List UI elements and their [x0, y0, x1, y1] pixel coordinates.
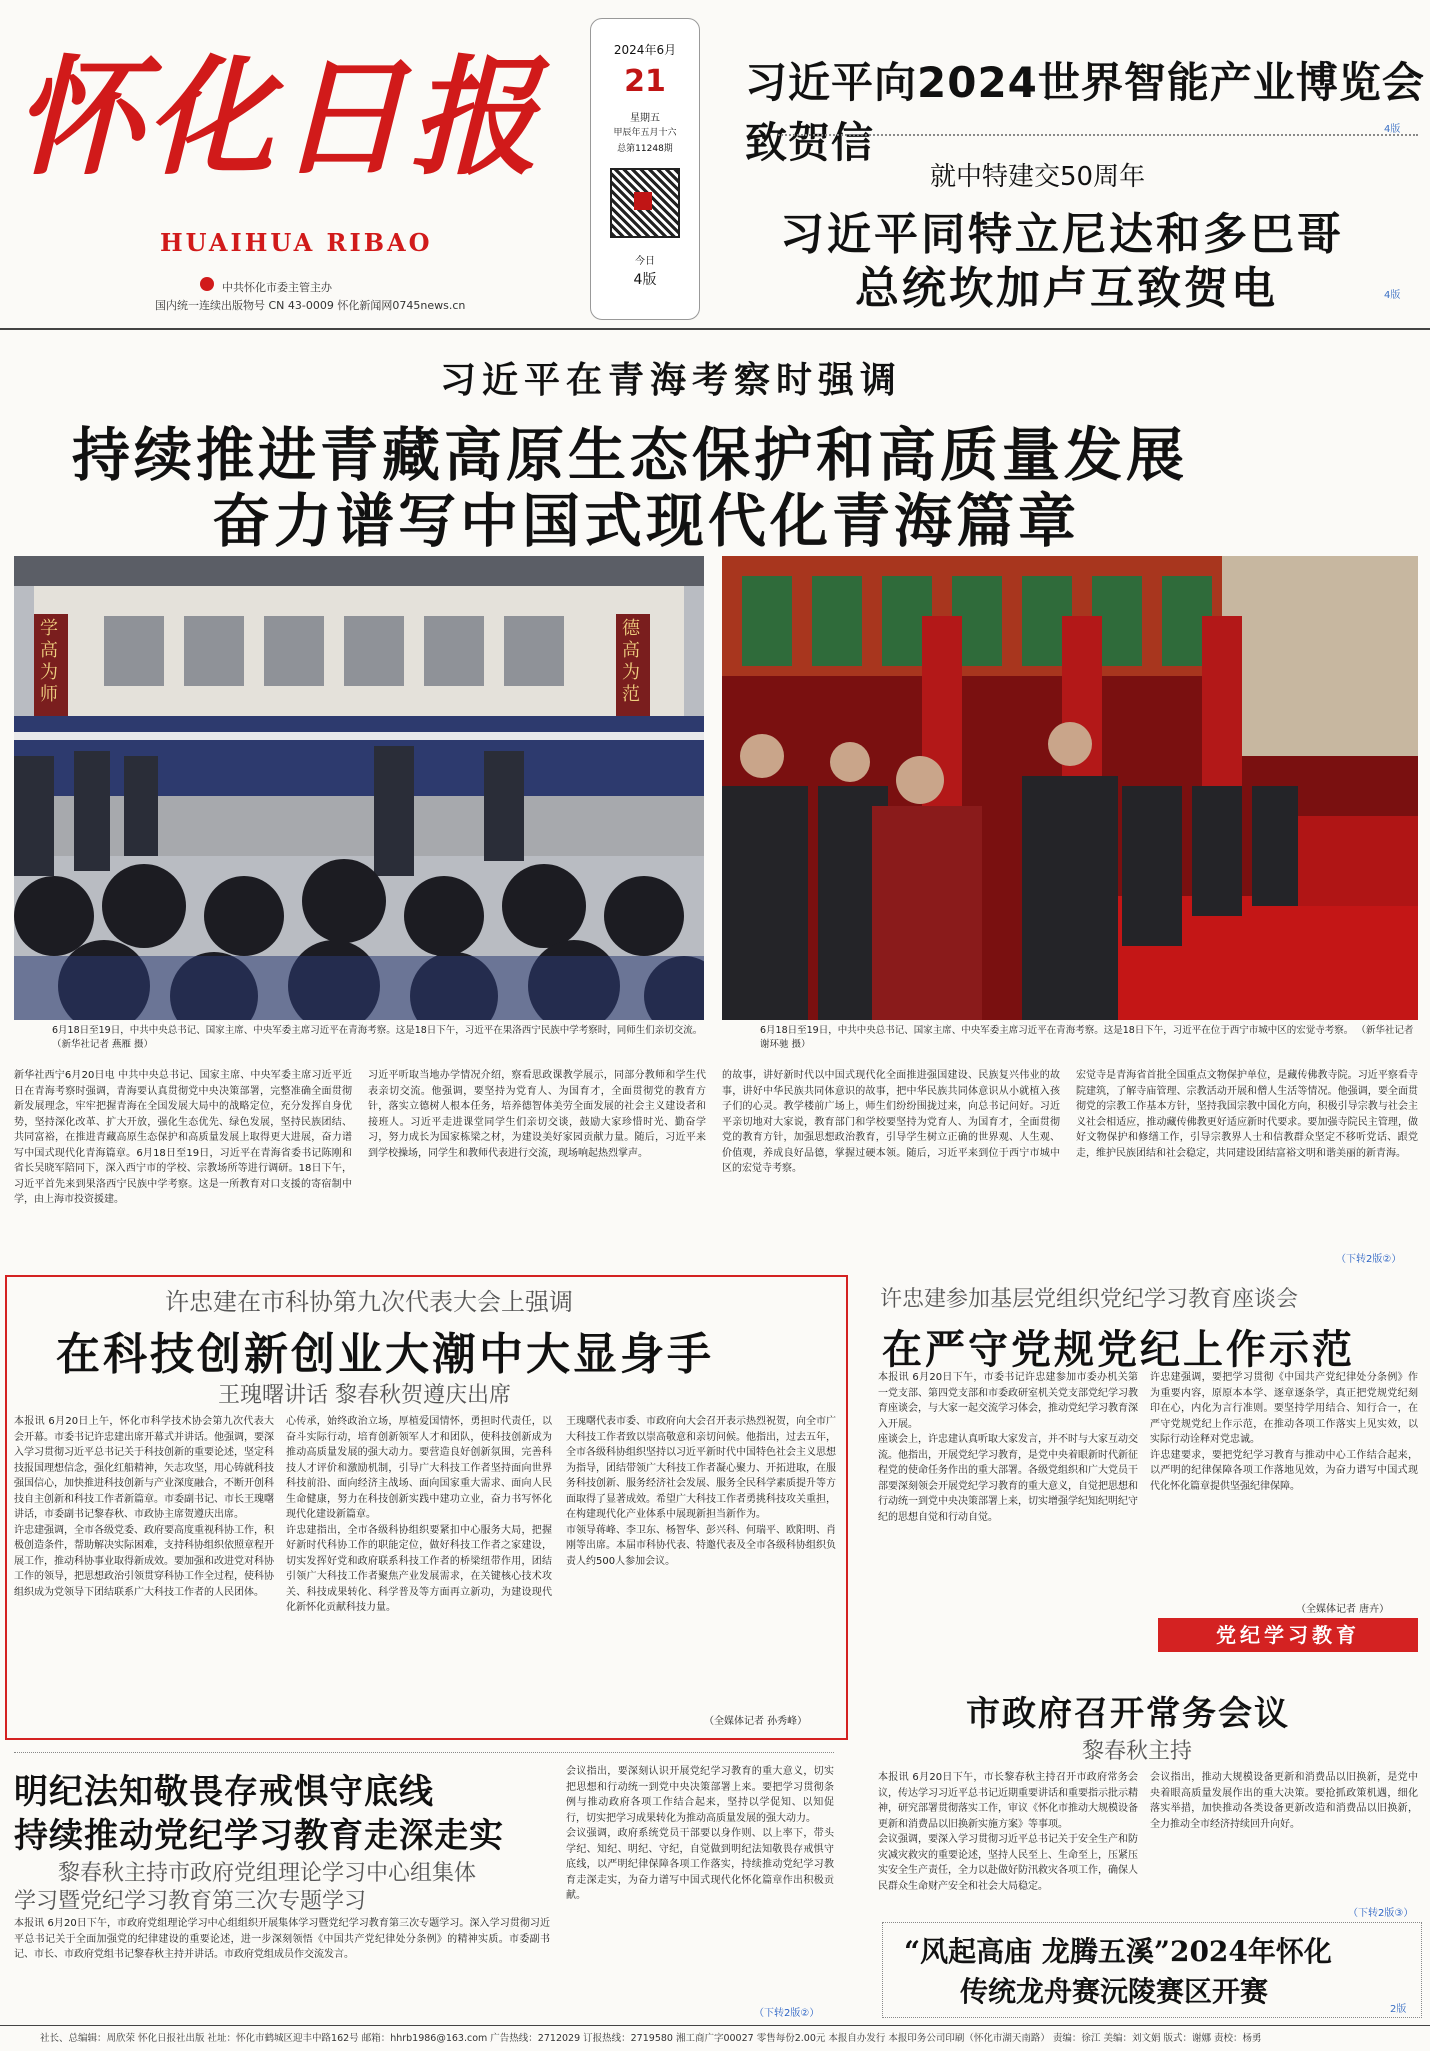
study-subhead-line1: 黎春秋主持市政府党组理论学习中心组集体 [58, 1861, 477, 1886]
discipline-headline[interactable]: 在严守党规党纪上作示范 [882, 1327, 1355, 1373]
school-photo-image [14, 556, 704, 1020]
second-story-headline-line2[interactable]: 总统坎加卢互致贺电 [855, 263, 1278, 314]
lead-headline-line2[interactable]: 奋力谱写中国式现代化青海篇章 [212, 487, 1081, 555]
discipline-para-4: 许忠建要求，要把党纪学习教育与推动中心工作结合起来，以严明的纪律保障各项工作落地见效，为奋力谱写中国式现代化怀化篇章提供坚强纪律保障。 [1150, 1449, 1418, 1492]
science-para-4: 许忠建强调，全市各级党委、政府要高度重视科协工作，积极创造条件，帮助解决实际困难，支持科协组织依照章程开展工作，推动科协事业取得新成效。要加强和改进党对科协工作的领导，把思想政治引领贯穿科协工作全过程，使科协组织成为党领导下团结联系广大科技工作者的人民团体。 [14, 1524, 274, 1598]
caption-left-credit: （新华社记者 燕雁 摄） [52, 1039, 154, 1050]
gov-headline[interactable]: 市政府召开常务会议 [966, 1694, 1290, 1734]
top-story-page-ref[interactable]: 4版 [1384, 124, 1401, 135]
science-para-6: 市领导蒋峰、李卫东、杨智华、彭兴科、何瑞平、欧阳明、肖刚等出席。本届市科协代表、特邀代表及全市各级科协组织负责人约500人参加会议。 [566, 1524, 836, 1567]
photo-sign-right: 德高为范 [622, 618, 640, 705]
masthead-sponsor: 中共怀化市委主管主办 [222, 281, 332, 294]
date-box [590, 18, 700, 320]
study-para-2: 会议指出，要深刻认识开展党纪学习教育的重大意义，切实把思想和行动统一到党中央决策部署上来。要把学习贯彻条例与推动政府各项工作结合起来，坚持以学促知、以知促行，切实把学习成果转化为推动高质量发展的强大动力。 [566, 1766, 834, 1824]
lead-caption-left [52, 1024, 704, 1052]
divider [14, 1752, 834, 1753]
lead-photo-school[interactable] [14, 556, 704, 1020]
discipline-para-1: 本报讯 6月20日下午，市委书记许忠建参加市委办机关第一党支部、第四党支部和市委政研室机关党支部党纪学习教育座谈会，与大家一起交流学习体会，推动党纪学习教育深入开展。 [878, 1372, 1138, 1430]
science-subhead: 王瑰曙讲话 黎春秋贺遵庆出席 [218, 1383, 511, 1408]
discipline-kicker: 许忠建参加基层党组织党纪学习教育座谈会 [880, 1287, 1299, 1312]
second-story-headline-line1[interactable]: 习近平同特立尼达和多巴哥 [780, 209, 1344, 260]
lead-jump-link[interactable]: （下转2版②） [1336, 1254, 1402, 1265]
discipline-body-col1 [878, 1370, 1138, 1664]
study-para-3: 会议强调，政府系统党员干部要以身作则、以上率下，带头学纪、知纪、明纪、守纪，自觉做到明纪法知敬畏存戒惧守底线，以严明纪律保障各项工作落实，持续推动党纪学习教育走深走实，为奋力谱写中国式现代化怀化篇章作出积极贡献。 [566, 1828, 834, 1901]
science-para-5: 王瑰曙代表市委、市政府向大会召开表示热烈祝贺，向全市广大科技工作者致以崇高敬意和亲切问候。他指出，过去五年，全市各级科协组织坚持以习近平新时代中国特色社会主义思想为指导，团结带领广大科技工作者凝心聚力、开拓进取，在服务科技创新、服务经济社会发展、服务全民科学素质提升等方面取得了显著成效。希望广大科技工作者勇挑科技攻关重担，在构建现代化产业体系中展现新担当新作为。 [566, 1416, 836, 1520]
issue-lunar-date: 甲辰年五月十六 [613, 128, 677, 138]
caption-left-text: 6月18日至19日，中共中央总书记、国家主席、中央军委主席习近平在青海考察。这是18日下午，习近平在果洛西宁民族中学考察时，同师生们亲切交流。 [52, 1025, 703, 1036]
gov-jump-link[interactable]: （下转2版③） [1348, 1908, 1414, 1919]
gov-para-2: 会议强调，要深入学习贯彻习近平总书记关于安全生产和防灾减灾救灾的重要论述，坚持人民至上、生命至上，压紧压实安全生产责任，全力以赴做好防汛救灾各项工作，确保人民群众生命财产安全和社会大局稳定。 [878, 1834, 1138, 1892]
study-body-col1: 本报讯 6月20日下午，市政府党组理论学习中心组组织开展集体学习暨党纪学习教育第三次专题学习。深入学习贯彻习近平总书记关于全面加强党的纪律建设的重要论述，进一步深刻领悟《中国共产党纪律处分条例》的精神实质。市委副书记、市长、市政府党组书记黎春秋主持并讲话。市政府党组成员作交流发言。 [14, 1918, 550, 1960]
masthead-rule [0, 328, 1430, 330]
science-para-3: 许忠建指出，全市各级科协组织要紧扣中心服务大局，把握好新时代科协工作的职能定位，做好科技工作者之家建设，切实发挥好党和政府联系科技工作者的桥梁纽带作用，团结引领广大科技工作者聚焦产业发展需求，在关键核心技术攻关、科技成果转化、科学普及等方面再立新功，为建设现代化新怀化贡献科技力量。 [286, 1524, 552, 1613]
issue-date: 2024年6月 [613, 43, 677, 57]
footer-rule [0, 2025, 1430, 2026]
caption-right-credit: （新华社记者 谢环驰 摄） [760, 1025, 1414, 1050]
issue-weekday: 星期五 [630, 113, 660, 124]
study-headline-line1[interactable]: 明纪法知敬畏存戒惧守底线 [14, 1772, 434, 1812]
science-body-col1 [14, 1414, 274, 1732]
science-body-col3 [566, 1414, 836, 1708]
science-headline[interactable]: 在科技创新创业大潮中大显身手 [56, 1329, 714, 1380]
study-jump-link[interactable]: （下转2版②） [754, 2008, 820, 2019]
pages-count: 4版 [633, 272, 657, 288]
lead-body-col1: 新华社西宁6月20日电 中共中央总书记、国家主席、中央军委主席习近平近日在青海考察时强调，青海要认真贯彻党中央决策部署，完整准确全面贯彻新发展理念，牢牢把握青海在全国发展大局中的战略定位，充分发挥自身优势，坚持深化改革、扩大开放，强化生态优先、绿色发展，坚持民族团结、共同富裕，在推进青藏高原生态保护和高质量发展上取得更大进展，奋力谱写中国式现代化青海篇章。6月18日至19日，习近平在青海省委书记陈刚和省长吴晓军陪同下，深入西宁市的学校、宗教场所等进行调研。18日下午，习近平首先来到果洛西宁民族中学考察。这是一所教育对口支援的寄宿制中学，由上海市投资援建。 [14, 1070, 352, 1205]
masthead-logo: 怀化日报 [14, 43, 543, 193]
top-story-headline[interactable]: 习近平向2024世界智能产业博览会致贺信 [745, 58, 1425, 167]
science-kicker: 许忠建在市科协第九次代表大会上强调 [165, 1288, 573, 1316]
second-story-page-ref[interactable]: 4版 [1384, 290, 1401, 301]
pages-label: 今日 [635, 256, 655, 267]
qr-code-icon[interactable] [610, 168, 680, 238]
masthead-publication-number: 国内统一连续出版物号 CN 43-0009 怀化新闻网0745news.cn [155, 299, 466, 312]
gov-body-col2: 会议指出，推动大规模设备更新和消费品以旧换新，是党中央着眼高质量发展作出的重大决策。要抢抓政策机遇，细化落实举措，加快推动各类设备更新改造和消费品以旧换新，全力推动全市经济持续回升向好。 [1150, 1772, 1418, 1830]
lead-headline-line1[interactable]: 持续推进青藏高原生态保护和高质量发展 [72, 421, 1189, 489]
gov-subhead: 黎春秋主持 [1082, 1739, 1193, 1764]
dragon-headline-line1[interactable]: “风起高庙 龙腾五溪”2024年怀化 [904, 1935, 1332, 1968]
gov-para-1: 本报讯 6月20日下午，市长黎春秋主持召开市政府常务会议，传达学习习近平总书记近期重要讲话和重要指示批示精神，研究部署贯彻落实工作，审议《怀化市推动大规模设备更新和消费品以旧换新实施方案》等事项。 [878, 1772, 1138, 1830]
second-story-kicker: 就中特建交50周年 [930, 162, 1146, 192]
dragon-headline-line2[interactable]: 传统龙舟赛沅陵赛区开赛 [960, 1975, 1269, 2008]
lead-body-col3: 的故事，讲好新时代以中国式现代化全面推进强国建设、民族复兴伟业的故事，讲好中华民族共同体意识的故事，把中华民族共同体意识从小就植入孩子们的心灵。教学楼前广场上，师生们纷纷围拢过来，向总书记问好。习近平亲切地对大家说，教育部门和学校要坚持为党育人、为国育才，全面贯彻党的教育方针，加强思想政治教育，引导学生树立正确的世界观、人生观、价值观，养成良好品德，掌握过硬本领。随后，习近平来到位于西宁市城中区的宏觉寺考察。 [722, 1070, 1060, 1174]
dragon-page-ref[interactable]: 2版 [1390, 2004, 1407, 2015]
science-para-2: 心传承，始终政治立场，厚植爱国情怀，勇担时代责任，以奋斗实际行动，培育创新领军人才和团队，使科技创新成为推动高质量发展的强大动力。要营造良好创新氛围，完善科技人才评价和激励机制，引导广大科技工作者坚持面向世界科技前沿、面向经济主战场、面向国家重大需求、面向人民生命健康，努力在科技创新实践中建功立业，奋力书写怀化现代化建设新篇章。 [286, 1416, 552, 1520]
temple-photo-image [722, 556, 1418, 1020]
issue-day: 21 [624, 64, 666, 99]
gov-body-col1 [878, 1770, 1138, 1916]
lead-caption-right [760, 1024, 1418, 1052]
science-body-col2 [286, 1414, 552, 1732]
study-headline-line2[interactable]: 持续推动党纪学习教育走深走实 [14, 1816, 504, 1856]
photo-sign-left: 学高为师 [40, 618, 58, 705]
discipline-para-2: 座谈会上，许忠建认真听取大家发言，并不时与大家互动交流。他指出，开展党纪学习教育，是党中央着眼新时代新征程党的使命任务作出的重大部署。各级党组织和广大党员干部要深刻领会开展党纪学习教育的重大意义，自觉把思想和行动统一到党中央决策部署上来，切实增强学纪知纪明纪守纪的思想自觉和行动自觉。 [878, 1434, 1138, 1523]
masthead-english: HUAIHUA RIBAO [160, 228, 433, 257]
study-subhead-line2: 学习暨党纪学习教育第三次专题学习 [14, 1889, 367, 1914]
lead-photo-temple[interactable] [722, 556, 1418, 1020]
section-badge-discipline-education[interactable]: 党纪学习教育 [1158, 1618, 1418, 1652]
issue-number: 总第11248期 [617, 144, 673, 154]
lead-kicker: 习近平在青海考察时强调 [440, 360, 903, 401]
science-para-1: 本报讯 6月20日上午，怀化市科学技术协会第九次代表大会开幕。市委书记许忠建出席开幕式并讲话。他强调，要深入学习贯彻习近平总书记关于科技创新的重要论述，坚定科技报国理想信念，强化红船精神，矢志攻坚，用心铸就科技强国信心，加快推进科技创新与产业深度融合，不断开创科技自主创新和科技工作者新篇章。市委副书记、市长王瑰曙讲话，市委副书记黎春秋、市政协主席贺遵庆出席。 [14, 1416, 274, 1520]
lead-body-col2: 习近平听取当地办学情况介绍，察看思政课教学展示，同部分教师和学生代表亲切交流。他强调，要坚持为党育人、为国育才，全面贯彻党的教育方针，落实立德树人根本任务，培养德智体美劳全面发展的社会主义建设者和接班人。习近平走进课堂同学生们亲切交谈，鼓励大家珍惜时光、勤奋学习，努力成长为国家栋梁之材，为建设美好家园贡献力量。随后，习近平来到学校操场，同学生和教师代表进行交流，现场响起热烈掌声。 [368, 1070, 706, 1159]
party-emblem-icon [200, 277, 214, 291]
lead-body-col4: 宏觉寺是青海省首批全国重点文物保护单位，是藏传佛教寺院。习近平察看寺院建筑，了解寺庙管理、宗教活动开展和僧人生活等情况。他强调，要全面贯彻党的宗教工作基本方针，坚持我国宗教中国化方向，积极引导宗教与社会主义社会相适应，推动藏传佛教更好适应新时代要求。要加强寺院民主管理，做好文物保护和修缮工作，引导宗教界人士和信教群众坚定不移听党话、跟党走，维护民族团结和社会稳定，共同建设团结富裕文明和谐美丽的新青海。 [1076, 1070, 1418, 1159]
discipline-credit: （全媒体记者 唐卉） [1296, 1604, 1390, 1615]
discipline-para-3: 许忠建强调，要把学习贯彻《中国共产党纪律处分条例》作为重要内容，原原本本学、逐章逐条学，真正把党规党纪刻印在心，内化为言行准则。要坚持学用结合、知行合一，在严守党规党纪上作示范，在推动各项工作落实上见实效，以实际行动诠释对党忠诚。 [1150, 1372, 1418, 1445]
discipline-body-col2 [1150, 1370, 1418, 1594]
science-credit: （全媒体记者 孙秀峰） [704, 1716, 808, 1727]
study-body-col2 [566, 1764, 834, 2000]
footer-imprint: 社长、总编辑：周欣荣 怀化日报社出版 社址：怀化市鹤城区迎丰中路162号 邮箱：hhrb1986@163.com 广告热线：2712029 订报热线：2719580 湘工商广字00027 零售每份2.00元 本报自办发行 本报印务公司印刷（怀化市湖天南路） 责编：徐江 美编：刘文娟 版式：谢娜 责校：杨勇 [40, 2033, 1262, 2044]
caption-right-text: 6月18日至19日，中共中央总书记、国家主席、中央军委主席习近平在青海考察。这是18日下午，习近平在位于西宁市城中区的宏觉寺考察。 [760, 1025, 1354, 1036]
divider [778, 134, 1418, 136]
